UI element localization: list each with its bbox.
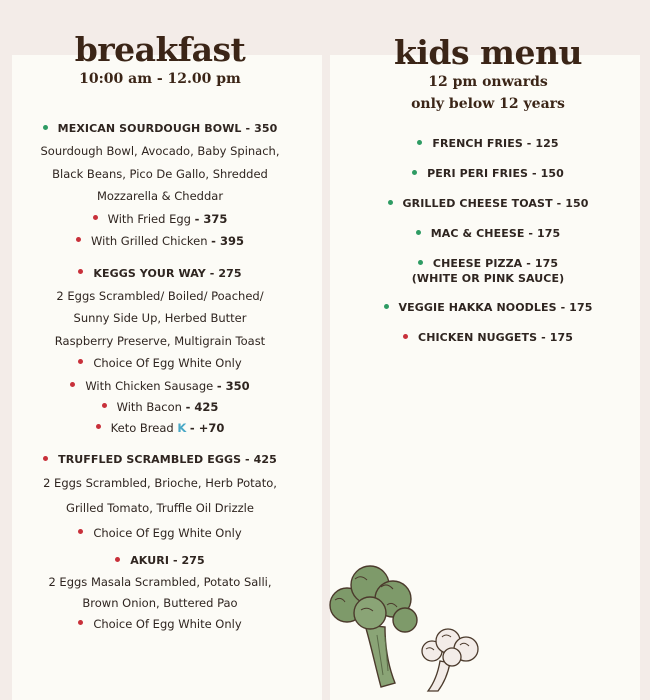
item-description: Black Beans, Pico De Gallo, Shredded xyxy=(52,166,268,181)
kids-menu-list xyxy=(330,136,646,360)
option-bacon: With Bacon - 425 xyxy=(12,397,308,418)
veg-dot-icon xyxy=(416,230,421,235)
nonveg-dot-icon xyxy=(115,557,120,562)
breakfast-hours: 10:00 am - 12.00 pm xyxy=(79,71,241,87)
option-with-fried-egg: With Fried Egg - 375 xyxy=(12,208,308,231)
item-description: Brown Onion, Buttered Pao xyxy=(82,596,238,610)
nonveg-dot-icon xyxy=(76,237,81,242)
menu-item-mexican-sourdough-bowl: MEXICAN SOURDOUGH BOWL - 350 xyxy=(12,118,308,140)
breakfast-heading xyxy=(12,32,308,90)
menu-item-peri-peri-fries: PERI PERI FRIES - 150 xyxy=(330,166,646,182)
veg-dot-icon xyxy=(43,125,48,130)
nonveg-dot-icon xyxy=(78,359,83,364)
broccoli-small-icon xyxy=(418,627,484,693)
nonveg-dot-icon xyxy=(78,620,83,625)
cheese-pizza-sauce-note: (WHITE OR PINK SAUCE) xyxy=(411,272,565,285)
item-description: Mozzarella & Cheddar xyxy=(96,189,224,203)
keto-badge-icon: K xyxy=(177,421,187,435)
kids-menu-age: only below 12 years xyxy=(411,96,565,112)
menu-item-french-fries: FRENCH FRIES - 125 xyxy=(330,136,646,152)
option-chicken-sausage: With Chicken Sausage - 350 xyxy=(12,375,308,398)
item-description: Sourdough Bowl, Avocado, Baby Spinach, xyxy=(40,144,280,158)
broccoli-large-icon xyxy=(325,565,425,690)
nonveg-dot-icon xyxy=(78,269,83,274)
item-description: 2 Eggs Scrambled, Brioche, Herb Potato, xyxy=(43,476,277,490)
item-description: Grilled Tomato, Truffle Oil Drizzle xyxy=(66,501,254,515)
kids-menu-time: 12 pm onwards xyxy=(428,74,548,90)
option-egg-white: Choice Of Egg White Only xyxy=(12,614,308,635)
veg-dot-icon xyxy=(384,304,389,309)
item-description: Sunny Side Up, Herbed Butter xyxy=(73,311,247,325)
option-keto-bread: Keto Bread K - +70 xyxy=(12,418,308,439)
menu-item-keggs-your-way: KEGGS YOUR WAY - 275 xyxy=(12,263,308,285)
nonveg-dot-icon xyxy=(78,529,83,534)
breakfast-title: breakfast xyxy=(74,30,246,69)
nonveg-dot-icon xyxy=(96,424,101,429)
veg-dot-icon xyxy=(412,170,417,175)
menu-item-mac-and-cheese: MAC & CHEESE - 175 xyxy=(330,226,646,242)
nonveg-dot-icon xyxy=(70,382,75,387)
kids-menu-heading xyxy=(338,35,638,115)
option-egg-white: Choice Of Egg White Only xyxy=(12,521,308,546)
nonveg-dot-icon xyxy=(403,334,408,339)
kids-menu-title: kids menu xyxy=(394,33,582,72)
nonveg-dot-icon xyxy=(102,403,107,408)
item-description: Raspberry Preserve, Multigrain Toast xyxy=(54,333,266,348)
nonveg-dot-icon xyxy=(93,215,98,220)
menu-item-akuri: AKURI - 275 xyxy=(12,550,308,572)
menu-item-cheese-pizza: CHEESE PIZZA - 175 (WHITE OR PINK SAUCE) xyxy=(411,257,565,285)
veg-dot-icon xyxy=(388,200,393,205)
menu-item-veggie-hakka-noodles: VEGGIE HAKKA NOODLES - 175 xyxy=(330,300,646,316)
menu-item-truffled-scrambled-eggs: TRUFFLED SCRAMBLED EGGS - 425 xyxy=(12,449,308,471)
option-with-grilled-chicken: With Grilled Chicken - 395 xyxy=(12,230,308,253)
item-description: 2 Eggs Masala Scrambled, Potato Salli, xyxy=(48,575,272,589)
item-description: 2 Eggs Scrambled/ Boiled/ Poached/ xyxy=(56,288,264,303)
veg-dot-icon xyxy=(418,260,423,265)
menu-item-chicken-nuggets: CHICKEN NUGGETS - 175 xyxy=(330,330,646,346)
option-egg-white: Choice Of Egg White Only xyxy=(12,352,308,375)
menu-item-grilled-cheese-toast: GRILLED CHEESE TOAST - 150 xyxy=(330,196,646,212)
nonveg-dot-icon xyxy=(43,456,48,461)
veg-dot-icon xyxy=(417,140,422,145)
breakfast-list xyxy=(12,118,308,635)
